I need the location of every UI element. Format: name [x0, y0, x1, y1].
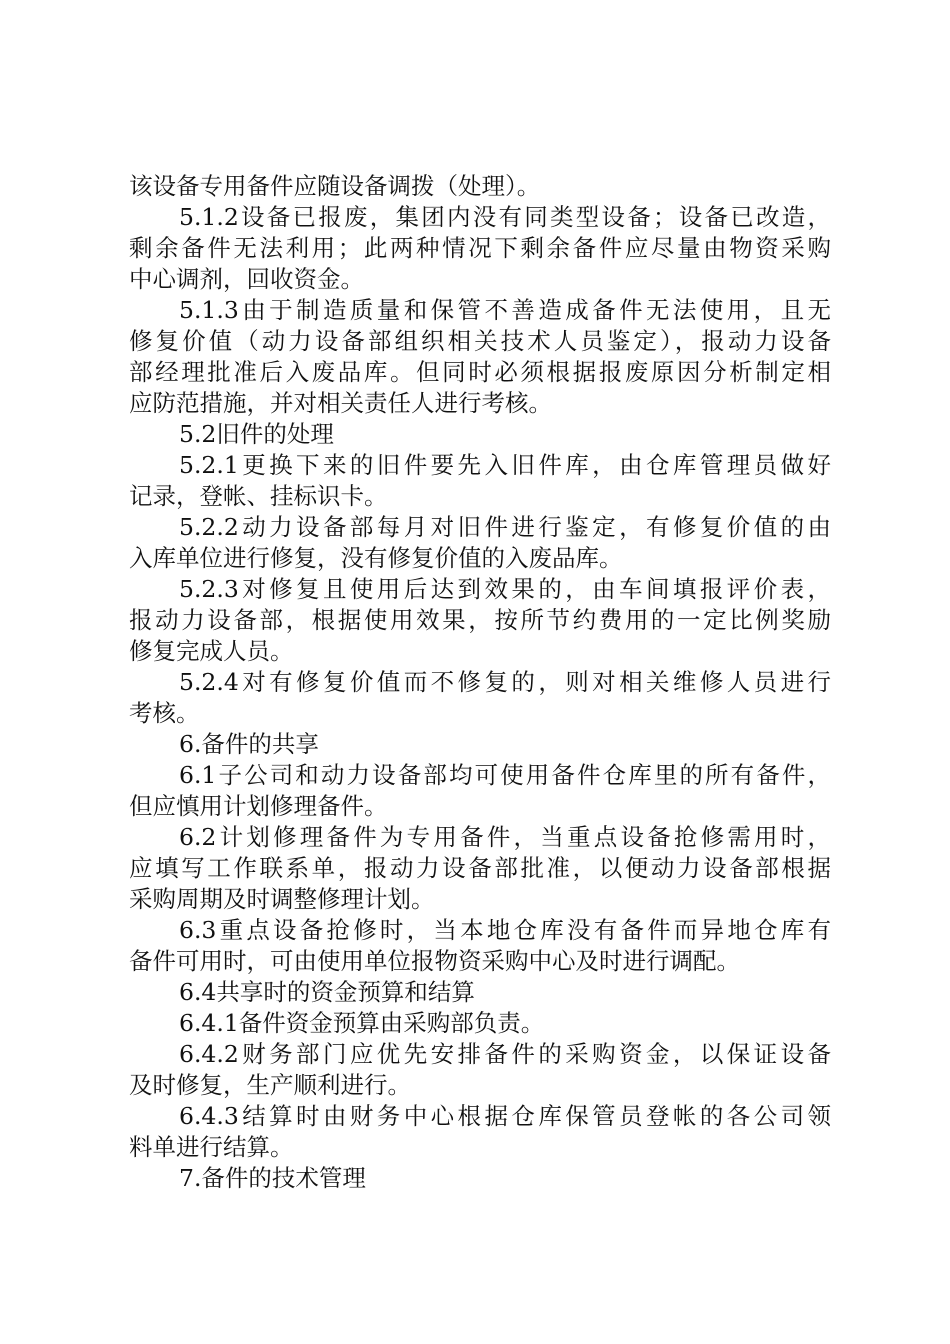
paragraph-line: 修复完成人员。	[129, 637, 294, 665]
paragraph-first-line: 5.2.2动力设备部每月对旧件进行鉴定，有修复价值的由	[179, 513, 831, 541]
paragraph-line: 入库单位进行修复，没有修复价值的入废品库。	[129, 544, 623, 572]
paragraph-line: 应防范措施，并对相关责任人进行考核。	[129, 389, 552, 417]
paragraph-first-line: 6.4共享时的资金预算和结算	[179, 978, 475, 1006]
paragraph-first-line: 5.2旧件的处理	[179, 420, 334, 448]
paragraph-line: 考核。	[129, 699, 200, 727]
paragraph-line: 该设备专用备件应随设备调拨（处理）。	[129, 172, 541, 200]
paragraph-line: 采购周期及时调整修理计划。	[129, 885, 435, 913]
paragraph-line: 但应慎用计划修理备件。	[129, 792, 388, 820]
paragraph-first-line: 5.2.1更换下来的旧件要先入旧件库，由仓库管理员做好	[179, 451, 831, 479]
document-body	[129, 171, 831, 1194]
paragraph-line: 备件可用时，可由使用单位报物资采购中心及时进行调配。	[129, 947, 740, 975]
paragraph-first-line: 5.2.4对有修复价值而不修复的，则对相关维修人员进行	[179, 668, 831, 696]
paragraph-line: 部经理批准后入废品库。但同时必须根据报废原因分析制定相	[129, 358, 831, 386]
paragraph-first-line: 6.4.1备件资金预算由采购部负责。	[179, 1009, 545, 1037]
paragraph-first-line: 7.备件的技术管理	[179, 1164, 366, 1192]
paragraph-first-line: 6.3重点设备抢修时，当本地仓库没有备件而异地仓库有	[179, 916, 831, 944]
paragraph-first-line: 5.1.2设备已报废，集团内没有同类型设备；设备已改造，	[179, 203, 831, 231]
paragraph-line: 料单进行结算。	[129, 1133, 294, 1161]
paragraph-first-line: 6.1子公司和动力设备部均可使用备件仓库里的所有备件，	[179, 761, 831, 789]
paragraph-first-line: 6.备件的共享	[179, 730, 319, 758]
paragraph-line: 应填写工作联系单，报动力设备部批准，以便动力设备部根据	[129, 854, 831, 882]
paragraph-line: 中心调剂，回收资金。	[129, 265, 364, 293]
paragraph-line: 修复价值（动力设备部组织相关技术人员鉴定），报动力设备	[129, 327, 831, 355]
paragraph-line: 记录，登帐、挂标识卡。	[129, 482, 388, 510]
paragraph-first-line: 6.4.3结算时由财务中心根据仓库保管员登帐的各公司领	[179, 1102, 831, 1130]
paragraph-first-line: 5.1.3由于制造质量和保管不善造成备件无法使用，且无	[179, 296, 831, 324]
paragraph-first-line: 6.2计划修理备件为专用备件，当重点设备抢修需用时，	[179, 823, 831, 851]
paragraph-line: 及时修复，生产顺利进行。	[129, 1071, 411, 1099]
paragraph-line: 报动力设备部，根据使用效果，按所节约费用的一定比例奖励	[129, 606, 831, 634]
paragraph-first-line: 6.4.2财务部门应优先安排备件的采购资金，以保证设备	[179, 1040, 831, 1068]
paragraph-line: 剩余备件无法利用；此两种情况下剩余备件应尽量由物资采购	[129, 234, 831, 262]
paragraph-first-line: 5.2.3对修复且使用后达到效果的，由车间填报评价表，	[179, 575, 831, 603]
